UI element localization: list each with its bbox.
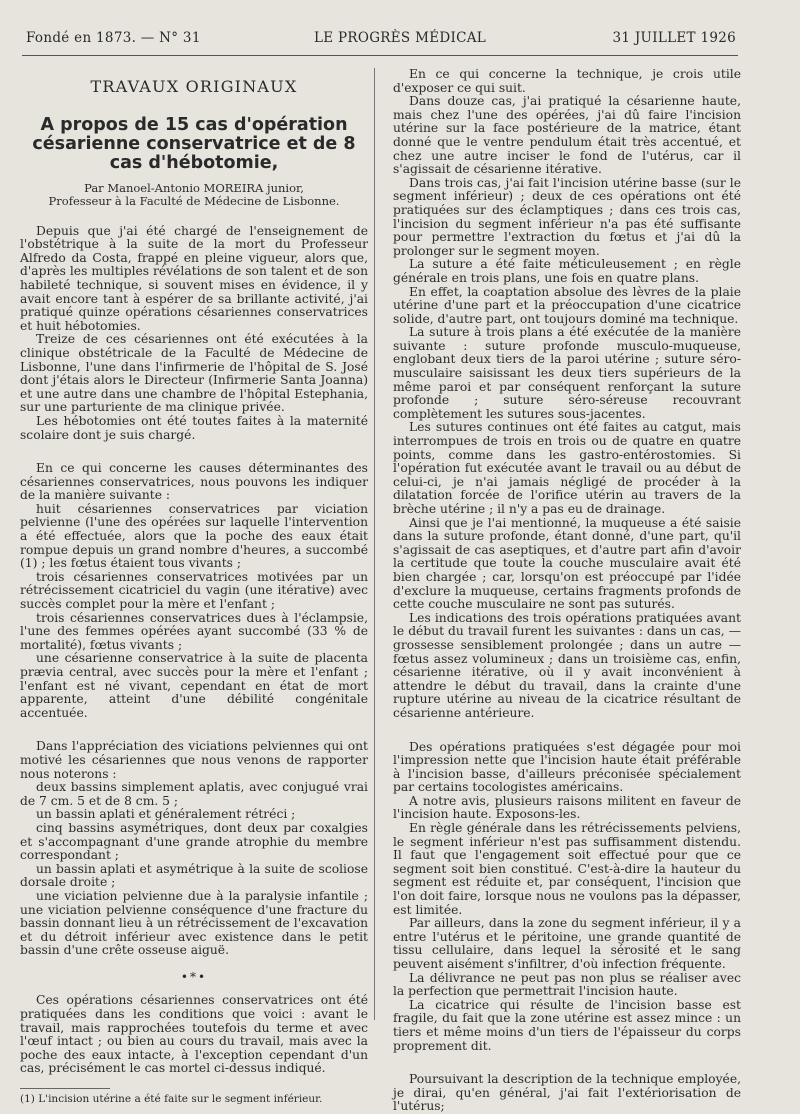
footnote-rule [20, 1088, 110, 1089]
footnote: (1) L'incision utérine a été faite sur le segment inférieur. [20, 1093, 323, 1106]
right-column [393, 68, 741, 1114]
left-column [20, 77, 368, 1106]
list-item: huit césariennes conservatrices par viciation pelvienne (l'une des opérées sur laquelle l'intervention a été effectuée, alors que la poche des eaux était rompue depuis un grand nombre d'heures, a succombé (1) ; les fœtus étaient tous vivants ; [20, 501, 368, 571]
paragraph: Des opérations pratiquées s'est dégagée pour moi l'impression nette que l'incision haute était préférable à l'incision basse, d'ailleurs préconisée spécialement par certains tocologistes américains. [393, 739, 741, 795]
list-item: deux bassins simplement aplatis, avec conjugué vrai de 7 cm. 5 et de 8 cm. 5 ; [20, 780, 368, 808]
header-journal-title: LE PROGRÈS MÉDICAL [314, 30, 487, 46]
running-header [26, 30, 736, 48]
paragraph: Ces opérations césariennes conservatrices ont été pratiquées dans les conditions que voici : avant le travail, mais rapprochées toutefois du terme et avec l'œuf intact ; ou bien au cours du travail, mais avec la poche des eaux intacte, à l'exception cependant d'un cas, précisément le cas mortel ci-dessus indiqué. [20, 993, 368, 1076]
paragraph: Par ailleurs, dans la zone du segment inférieur, il y a entre l'utérus et le péritoine, une grande quantité de tissu cellulaire, dans lequel la sérosité et le sang peuvent aisément s'infiltrer, d'où infection fréquente. [393, 916, 741, 971]
list-item: une césarienne conservatrice à la suite de placenta prævia central, avec succès pour la mère et l'enfant ; l'enfant est né vivant, cependant en état de mort apparente, atteint d'une débilité congénitale accentuée. [20, 651, 368, 720]
header-founded-issue: Fondé en 1873. — N° 31 [26, 30, 201, 46]
paragraph: Les hébotomies ont été toutes faites à la maternité scolaire dont je suis chargé. [20, 413, 368, 442]
paragraph: La suture à trois plans a été exécutée de la manière suivante : suture profonde musculo-muqueuse, englobant deux tiers de la paroi utérine ; suture séro-musculaire saisissant les deux tiers supérieurs de la même paroi et par conséquent renforçant la suture profonde ; suture séro-séreuse recouvrant complètement les sutures sous-jacentes. [393, 325, 741, 421]
paragraph: Poursuivant la description de la technique employée, je dirai, qu'en général, j'ai fait l'extériorisation de l'utérus; [393, 1072, 741, 1114]
paragraph: La délivrance ne peut pas non plus se réaliser avec la perfection que permettrait l'incision haute. [393, 970, 741, 999]
list-item: un bassin aplati et asymétrique à la suite de scoliose dorsale droite ; [20, 861, 368, 890]
paragraph: Dans l'appréciation des viciations pelviennes qui ont motivé les césariennes que nous venons de rapporter nous noterons : [20, 739, 368, 781]
section-title: TRAVAUX ORIGINAUX [90, 77, 298, 96]
list-item: trois césariennes conservatrices motivées par un rétrécissement cicatriciel du vagin (une itérative) avec succès complet pour la mère et l'enfant ; [20, 569, 368, 612]
section-separator: •*• [180, 969, 208, 984]
paragraph: Dans douze cas, j'ai pratiqué la césarienne haute, mais chez l'une des opérées, j'ai dû faire l'incision utérine sur la face postérieure de la matrice, étant donné que le ventre pendulum était très accentué, et chez une autre inciser le fond de l'utérus, car il s'agissait de césarienne itérative. [393, 94, 741, 177]
paragraph: En ce qui concerne les causes déterminantes des césariennes conservatrices, nous pouvons les indiquer de la manière suivante : [20, 461, 368, 503]
paragraph: Depuis que j'ai été chargé de l'enseignement de l'obstétrique à la suite de la mort du Professeur Alfredo da Costa, frappé en pleine vigueur, alors que, d'après les multiples révélations de son talent et de son habileté technique, si souvent mises en évidence, il y avait encore tant à espérer de sa brillante activité, j'ai pratiqué quinze opérations césariennes conservatrices et huit hébotomies. [20, 223, 368, 333]
article-title: A propos de 15 cas d'opération césarienne conservatrice et de 8 cas d'hébotomie, [32, 114, 356, 173]
paragraph: La suture a été faite méticuleusement ; en règle générale en trois plans, une fois en quatre plans. [393, 257, 741, 285]
list-item: un bassin aplati et généralement rétréci ; [36, 807, 296, 822]
paragraph: Treize de ces césariennes ont été exécutées à la clinique obstétricale de la Faculté de Médecine de Lisbonne, l'une dans l'infirmerie de l'hôpital de S. José dont j'étais alors le Directeur (Infirmerie Santa Joanna) et une autre dans une chambre de l'hôpital Estephania, sur une parturiente de ma clinique privée. [20, 332, 368, 415]
paragraph: Les indications des trois opérations pratiquées avant le début du travail furent les suivantes : dans un cas, — grossesse sensiblement prolongée ; dans un autre — fœtus assez volumineux ; dans un troisième cas, enfin, césarienne itérative, où il y avait inconvénient à attendre le début du travail, dans la crainte d'une rupture utérine au niveau de la cicatrice résultant de césarienne antérieure. [393, 610, 741, 720]
column-divider [374, 68, 375, 1020]
paragraph: En effet, la coaptation absolue des lèvres de la plaie utérine d'une part et la préoccupation d'une cicatrice solide, d'autre part, ont toujours dominé ma technique. [393, 284, 741, 326]
paragraph: Les sutures continues ont été faites au catgut, mais interrompues de trois en trois ou de quatre en quatre points, comme dans les gastro-entérostomies. Si l'opération fut exécutée avant le travail ou au début de celui-ci, je n'ai jamais négligé de procéder à la dilatation forcée de l'orifice utérin au travers de la brèche utérine ; il n'y a pas eu de drainage. [393, 420, 741, 516]
paragraph: A notre avis, plusieurs raisons militent en faveur de l'incision haute. Exposons-les. [393, 793, 741, 822]
paragraph: Ainsi que je l'ai mentionné, la muqueuse a été saisie dans la suture profonde, étant donné, d'une part, qu'il s'agissait de cas aseptiques, et d'autre part afin d'avoir la certitude que toute la couche musculaire avait été bien chargée ; car, lorsqu'on est préoccupé par l'idée d'exclure la muqueuse, certains fragments profonds de cette couche musculaire ne sont pas suturés. [393, 515, 741, 612]
article-byline: Par Manoel-Antonio MOREIRA junior, [84, 180, 304, 195]
list-item: une viciation pelvienne due à la paralysie infantile ; une viciation pelvienne conséquence d'une fracture du bassin donnant lieu à un rétrécissement de l'excavation et du détroit inférieur avec existence dans le petit bassin d'une crête osseuse aiguë. [20, 888, 368, 958]
list-item: trois césariennes conservatrices dues à l'éclampsie, l'une des femmes opérées ayant succombé (33 % de mortalité), fœtus vivants ; [20, 610, 368, 652]
author-affiliation: Professeur à la Faculté de Médecine de Lisbonne. [48, 193, 340, 208]
list-item: cinq bassins asymétriques, dont deux par coxalgies et s'accompagnant d'une grande atrophie du membre correspondant ; [20, 820, 368, 863]
paragraph: Dans trois cas, j'ai fait l'incision utérine basse (sur le segment inférieur) ; deux de ces opérations ont été pratiquées sur des éclamptiques ; dans ces trois cas, l'incision du segment inférieur n'a pas été suffisante pour permettre l'extraction du fœtus et j'ai dû la prolonger sur le segment moyen. [393, 175, 741, 258]
paragraph: En ce qui concerne la technique, je crois utile d'exposer ce qui suit. [393, 67, 741, 95]
paragraph: La cicatrice qui résulte de l'incision basse est fragile, du fait que la zone utérine est assez mince : un tiers et même moins d'un tiers de l'épaisseur du corps proprement dit. [393, 997, 741, 1053]
header-date: 31 JUILLET 1926 [612, 30, 736, 46]
header-rule [22, 55, 738, 56]
paragraph: En règle générale dans les rétrécissements pelviens, le segment inférieur n'est pas suffisamment distendu. Il faut que l'engagement soit effectué pour que ce segment soit bien constitué. C'est-à-dire la hauteur du segment est réduite et, par conséquent, l'incision que l'on doit faire, lorsque nous ne voulons pas la dépasser, est limitée. [393, 821, 741, 917]
